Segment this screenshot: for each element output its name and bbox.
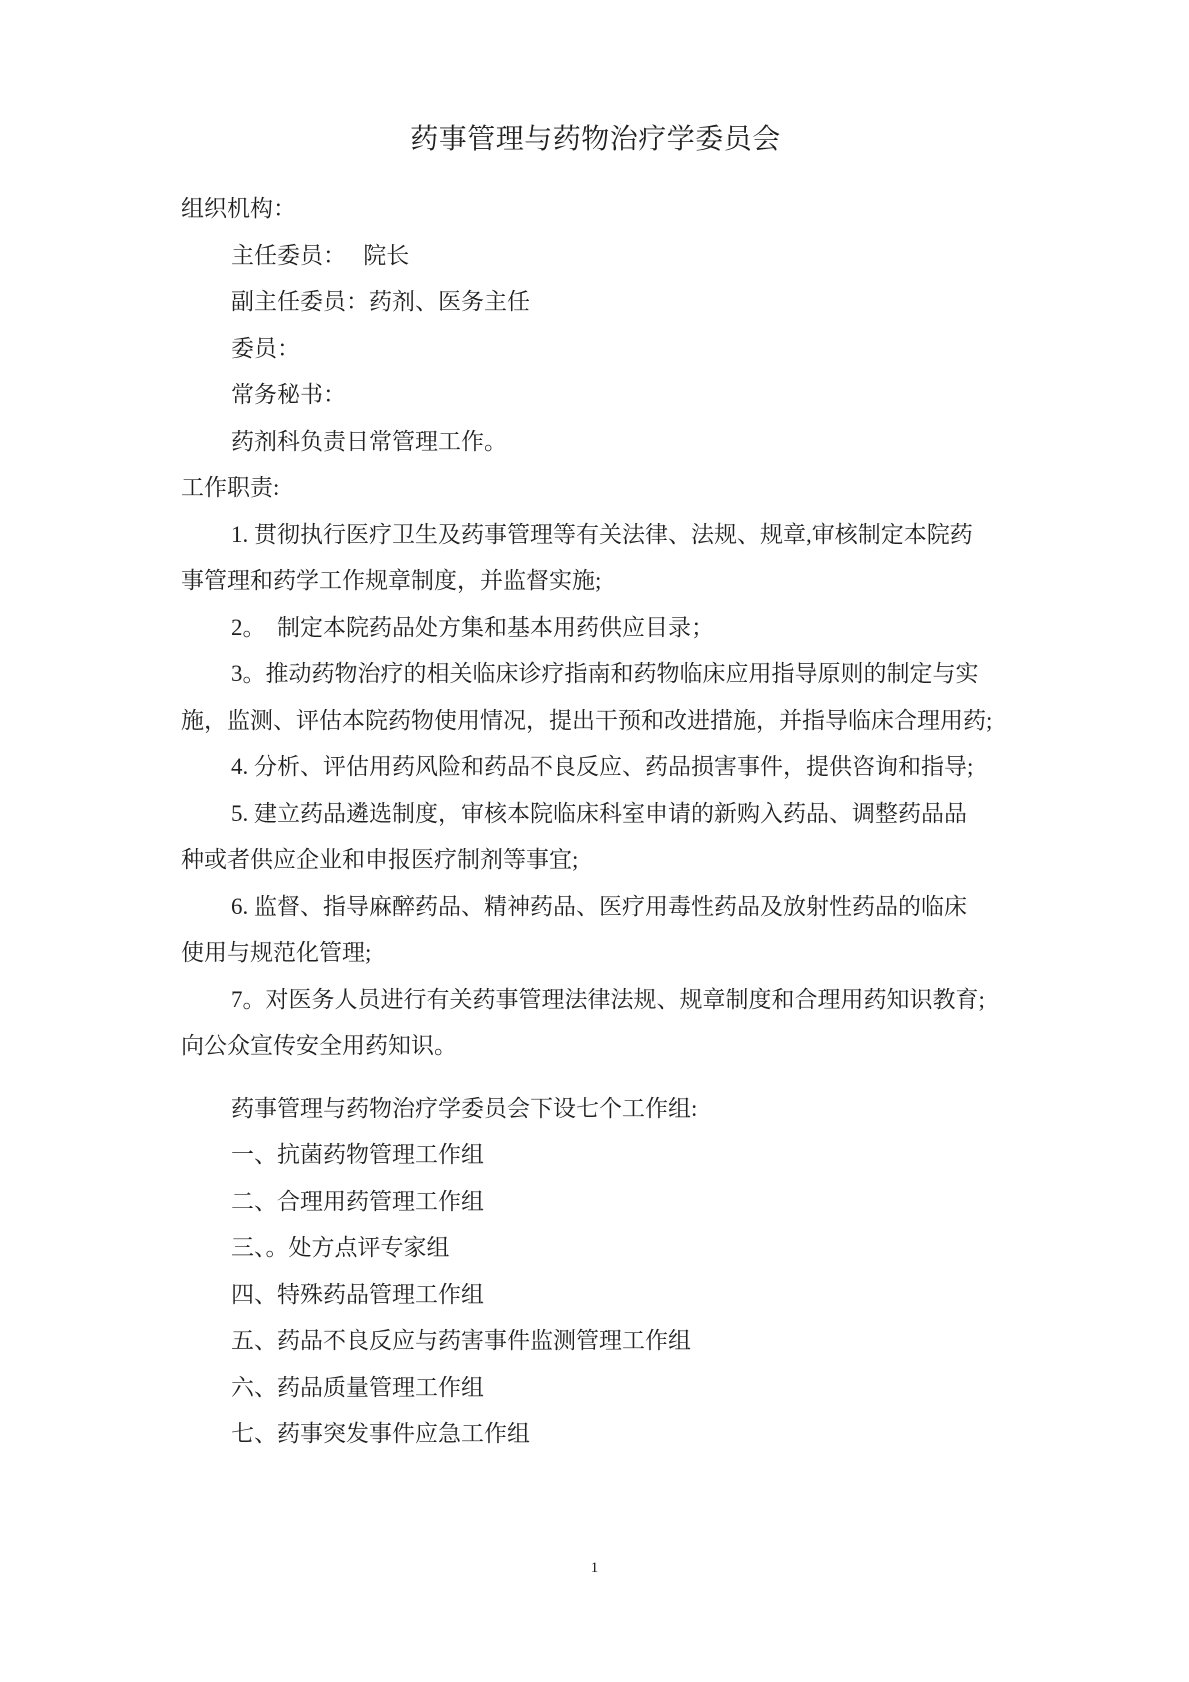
text-line: 四、特殊药品管理工作组 (231, 1281, 484, 1307)
text-line: 6. 监督、指导麻醉药品、精神药品、医疗用毒性药品及放射性药品的临床 (231, 893, 967, 919)
text-line: 三、。处方点评专家组 (231, 1235, 450, 1260)
text-line: 常务秘书： (231, 382, 346, 407)
text-line: 使用与规范化管理; (181, 940, 372, 965)
text-line: 五、药品不良反应与药害事件监测管理工作组 (231, 1328, 691, 1353)
text-line: 7。对医务人员进行有关药事管理法律法规、规章制度和合理用药知识教育; (231, 986, 985, 1012)
text-line: 副主任委员：药剂、医务主任 (231, 289, 530, 314)
document-title: 药事管理与药物治疗学委员会 (410, 124, 781, 155)
text-line: 二、合理用药管理工作组 (231, 1188, 484, 1214)
text-line: 组织机构： (181, 196, 296, 221)
text-line: 委员： (231, 335, 300, 361)
text-line: 药剂科负责日常管理工作。 (231, 428, 507, 454)
text-line: 工作职责: (181, 475, 280, 500)
text-line: 七、药事突发事件应急工作组 (231, 1421, 530, 1446)
text-line: 1. 贯彻执行医疗卫生及药事管理等有关法律、法规、规章,审核制定本院药 (231, 521, 973, 547)
text-line: 2。 制定本院药品处方集和基本用药供应目录； (231, 614, 714, 640)
text-line: 向公众宣传安全用药知识。 (181, 1033, 457, 1058)
text-line: 4. 分析、评估用药风险和药品不良反应、药品损害事件，提供咨询和指导; (231, 754, 974, 779)
text-line: 5. 建立药品遴选制度，审核本院临床科室申请的新购入药品、调整药品品 (231, 800, 967, 826)
text-line: 主任委员： 院长 (231, 242, 410, 268)
document-body (181, 186, 1010, 1458)
text-line: 3。推动药物治疗的相关临床诊疗指南和药物临床应用指导原则的制定与实 (231, 661, 979, 686)
text-line: 种或者供应企业和申报医疗制剂等事宜; (181, 847, 579, 872)
text-line: 施，监测、评估本院药物使用情况，提出干预和改进措施，并指导临床合理用药; (181, 707, 993, 733)
page-number: 1 (590, 1560, 599, 1576)
text-line: 一、抗菌药物管理工作组 (231, 1142, 484, 1167)
text-line: 六、药品质量管理工作组 (231, 1374, 484, 1400)
text-line: 药事管理与药物治疗学委员会下设七个工作组: (231, 1095, 698, 1121)
text-line: 事管理和药学工作规章制度，并监督实施; (181, 568, 602, 593)
